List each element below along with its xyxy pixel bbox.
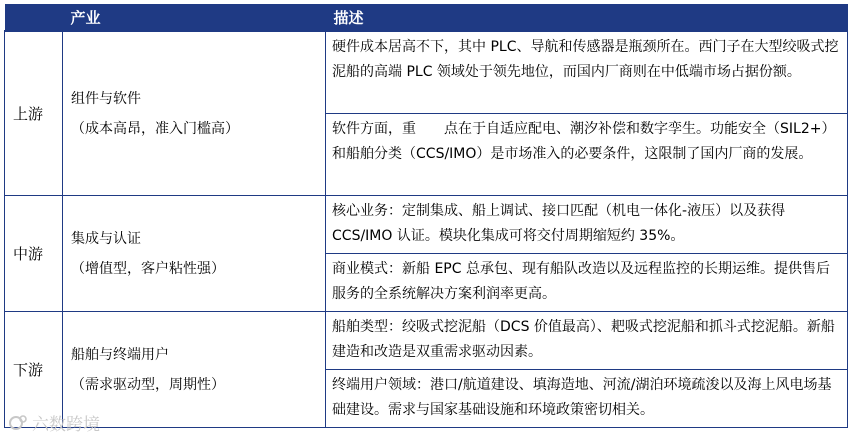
description-cell: 终端用户领域：港口/航道建设、填海造地、河流/湖泊环境疏浚以及海上风电场基础建设。需求与国家基础设施和环境政策密切相关。	[326, 370, 848, 428]
industry-name: 集成与认证	[71, 230, 141, 247]
industry-chain-table	[4, 4, 848, 428]
industry-note: （成本高昂，准入门槛高）	[71, 120, 239, 137]
watermark-text: 六数跨境	[32, 415, 100, 435]
description-cell: 核心业务：定制集成、船上调试、接口匹配（机电一体化-液压）以及获得 CCS/IMO 认证。模块化集成可将交付周期缩短约 35%。	[326, 196, 848, 254]
stage-cell: 中游	[5, 196, 63, 312]
stage-cell: 下游	[5, 312, 63, 428]
description-cell: 软件方面，重 点在于自适应配电、潮汐补偿和数字孪生。功能安全（SIL2+）和船舶分类（CCS/IMO）是市场准入的必要条件，这限制了国内厂商的发展。	[326, 114, 848, 196]
industry-note: （增值型，客户粘性强）	[71, 260, 225, 277]
industry-name: 组件与软件	[71, 90, 141, 107]
header-industry: 产业	[5, 4, 326, 31]
table-row	[5, 196, 848, 254]
industry-cell	[63, 196, 326, 312]
description-cell: 船舶类型：绞吸式挖泥船（DCS 价值最高）、耙吸式挖泥船和抓斗式挖泥船。新船建造和改造是双重需求驱动因素。	[326, 312, 848, 370]
industry-name: 船舶与终端用户	[71, 346, 169, 363]
logo-icon	[8, 414, 28, 432]
header-description: 描述	[326, 4, 848, 31]
table-row	[5, 312, 848, 370]
industry-cell	[63, 312, 326, 428]
industry-cell	[63, 31, 326, 196]
table-row	[5, 31, 848, 114]
description-cell: 硬件成本居高不下，其中 PLC、导航和传感器是瓶颈所在。西门子在大型绞吸式挖泥船的高端 PLC 领域处于领先地位，而国内厂商则在中低端市场占据份额。	[326, 31, 848, 114]
stage-cell: 上游	[5, 31, 63, 196]
watermark	[8, 410, 100, 435]
table-header-row	[5, 4, 848, 31]
description-cell: 商业模式：新船 EPC 总承包、现有船队改造以及远程监控的长期运维。提供售后服务的全系统解决方案利润率更高。	[326, 254, 848, 312]
industry-note: （需求驱动型，周期性）	[71, 376, 225, 393]
